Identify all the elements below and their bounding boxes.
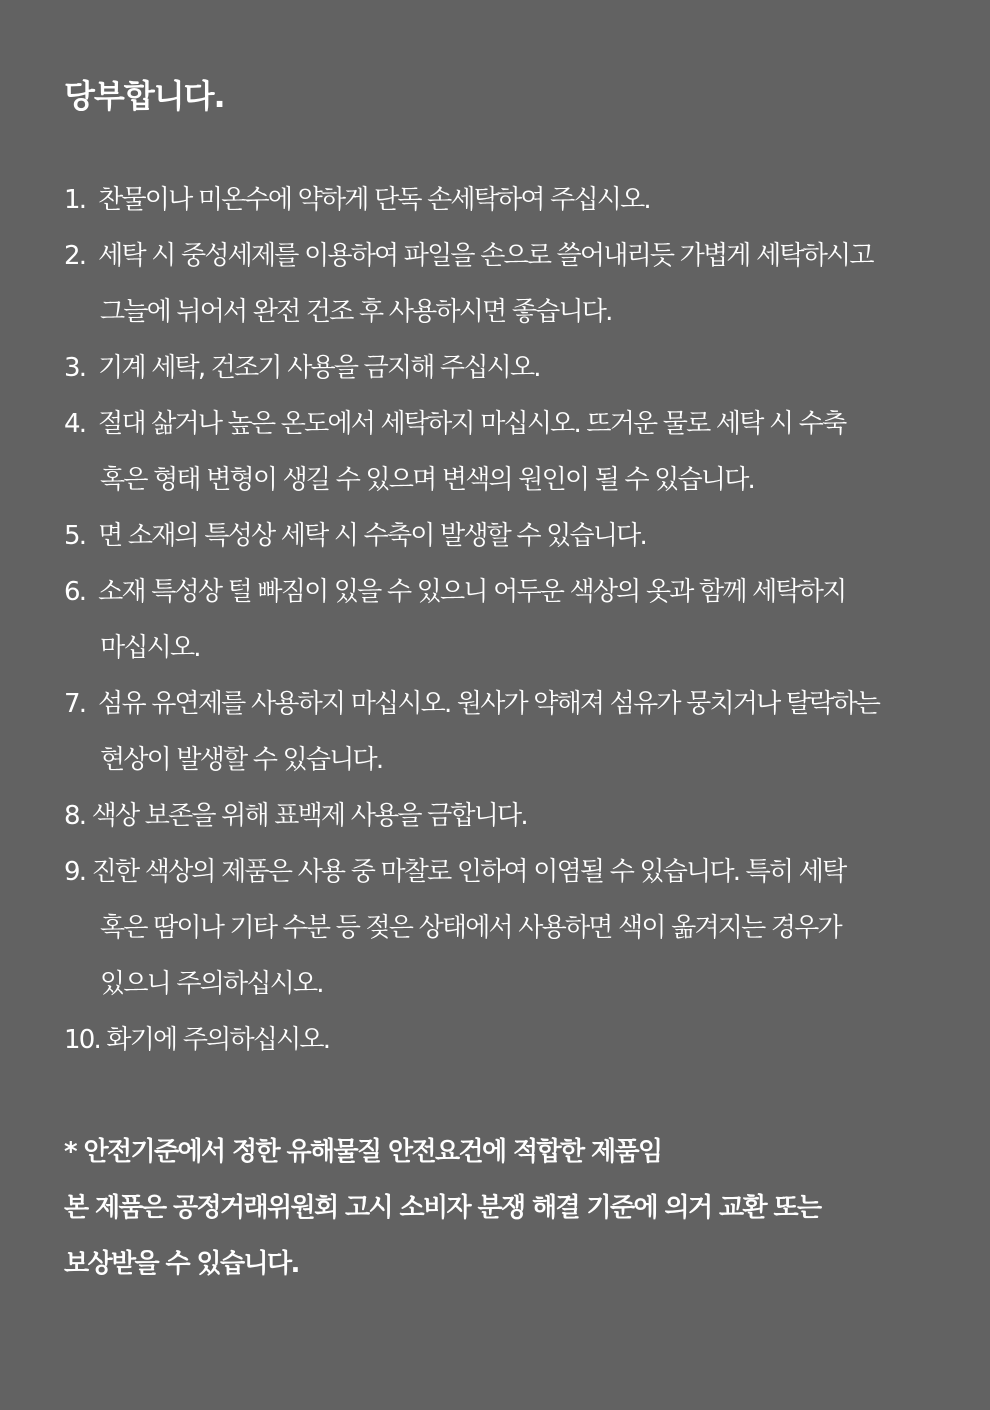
list-item [64,228,964,340]
item-text: 기계 세탁, 건조기 사용을 금지해 주십시오. [98,353,540,383]
item-text: 섬유 유연제를 사용하지 마십시오. 원사가 약해져 섬유가 뭉치거나 탈락하는 [98,689,880,719]
item-number: 9. [64,857,92,887]
list-item [64,788,964,844]
item-text: 세탁 시 중성세제를 이용하여 파일을 손으로 쓸어내리듯 가볍게 세탁하시고 [98,241,873,271]
list-item [64,844,964,1012]
item-text: 진한 색상의 제품은 사용 중 마찰로 인하여 이염될 수 있습니다. 특히 세탁 [91,857,846,887]
item-text-continued: 그늘에 뉘어서 완전 건조 후 사용하시면 좋습니다. [100,297,612,327]
safety-notice [64,1124,964,1292]
item-number: 4. [64,409,99,439]
item-text-continued: 있으니 주의하십시오. [100,969,323,999]
item-number: 10. [64,1025,107,1055]
item-text: 찬물이나 미온수에 약하게 단독 손세탁하여 주십시오. [98,185,650,215]
item-text: 소재 특성상 털 빠짐이 있을 수 있으니 어두운 색상의 옷과 함께 세탁하지 [98,577,846,607]
item-text: 면 소재의 특성상 세탁 시 수축이 발생할 수 있습니다. [98,521,646,551]
item-number: 2. [64,241,99,271]
page-title: 당부합니다. [64,77,225,115]
item-text: 색상 보존을 위해 표백제 사용을 금합니다. [91,801,527,831]
item-text: 절대 삶거나 높은 온도에서 세탁하지 마십시오. 뜨거운 물로 세탁 시 수축 [98,409,846,439]
item-number: 7. [64,689,99,719]
item-number: 6. [64,577,99,607]
item-text-continued: 혹은 땀이나 기타 수분 등 젖은 상태에서 사용하면 색이 옮겨지는 경우가 [100,913,841,943]
list-item [64,564,964,676]
item-number: 8. [64,801,92,831]
item-text-continued: 현상이 발생할 수 있습니다. [100,745,383,775]
item-text: 화기에 주의하십시오. [106,1025,330,1055]
list-item [64,1012,964,1068]
list-item [64,340,964,396]
item-text-continued: 혹은 형태 변형이 생길 수 있으며 변색의 원인이 될 수 있습니다. [100,465,755,495]
care-instruction-list [64,172,964,1068]
notice-line: * 안전기준에서 정한 유해물질 안전요건에 적합한 제품임 [64,1137,662,1167]
notice-line: 본 제품은 공정거래위원회 고시 소비자 분쟁 해결 기준에 의거 교환 또는 [64,1193,821,1223]
list-item [64,172,964,228]
list-item [64,508,964,564]
item-number: 3. [64,353,99,383]
list-item [64,396,964,508]
notice-line: 보상받을 수 있습니다. [64,1249,299,1279]
list-item [64,676,964,788]
item-text-continued: 마십시오. [100,633,200,663]
item-number: 5. [64,521,99,551]
item-number: 1. [64,185,99,215]
